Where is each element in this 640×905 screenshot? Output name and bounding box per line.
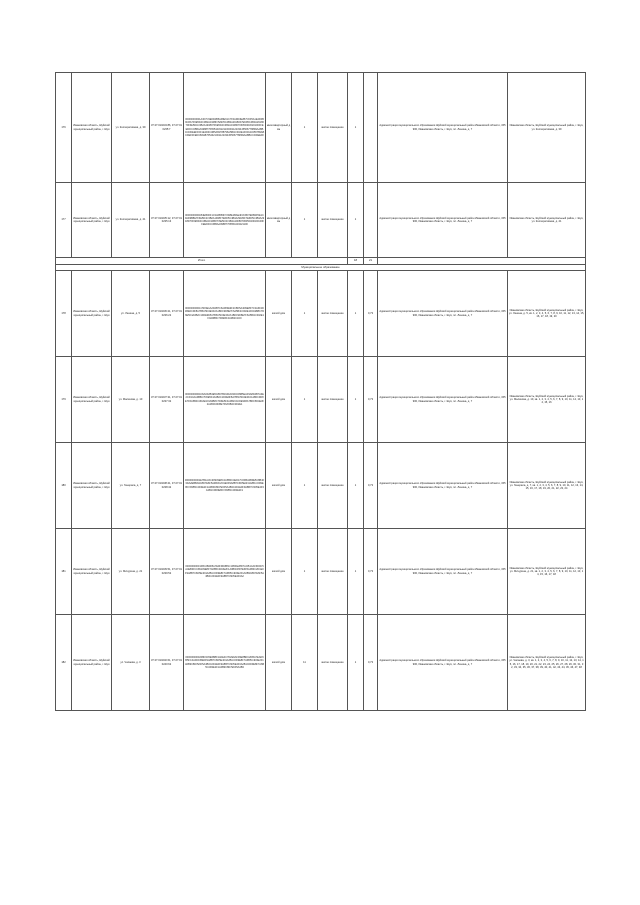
row-location: Ивановская область, Шуйский муниципальный район, г. Шуя, ул. Малахова, д. 10, кв. 1, 2, 3, 4, 5, 6, 7, 8, 9, 10, 11, 12, 13, 14, 15, 16 — [508, 357, 586, 443]
row-number: 181 — [56, 529, 72, 615]
row-location: Ивановская область, Шуйский муниципальный район, г. Шуя, ул. Мичурина, д. 21, кв. 1, 2, 3, 4, 5, 6, 7, 8, 9, 10, 11, 12, 13, 14, 15, 16, 17, 18 — [508, 529, 586, 615]
row-type: жилое помещение — [318, 529, 348, 615]
row-area: 0,73 — [364, 615, 378, 711]
row-street: ул. Чапаева, д. 3 — [112, 615, 150, 711]
row-count: 1 — [292, 529, 318, 615]
total-qty: 18 — [348, 258, 364, 265]
row-location: Ивановская область, Шуйский муниципальный район, г. Шуя, ул. Ленина, д. 5, кв. 1, 2, 3, 4, 5, 6, 7, 8, 9, 10, 11, 12, 13, 14, 15, 16, 17, 18, 19, 20 — [508, 271, 586, 357]
table-row — [56, 183, 586, 258]
row-owner: Администрация муниципального образования Шуйский муниципальный район Ивановской области, 155900, Ивановская область, г. Шуя, пл. Ленина, д. 7 — [378, 529, 508, 615]
row-address: Ивановская область, Шуйский муниципальный район, г. Шуя — [72, 271, 112, 357]
row-location: Ивановская область, Шуйский муниципальный район, г. Шуя, ул. Кооперативная, д. 41 — [508, 183, 586, 258]
table-body-total — [56, 258, 586, 271]
row-owner: Администрация муниципального образования Шуйский муниципальный район Ивановской области, 155900, Ивановская область, г. Шуя, пл. Ленина, д. 7 — [378, 357, 508, 443]
row-hash: 00000000001B4E8D0F1C3A6B59F72D8E1BAE4F3C8D7E6B2F5E1C0AD9B8E7F6E5D4C3B2A1908F7E6D5C4B3A29180F7E6D5C4B3A2918070F6E5D4C3B2A190807F6E5D4C3B2A19080706050403020100FFEEDDCCBBAA99887766554433221100 — [184, 183, 266, 258]
row-type: жилое помещение — [318, 357, 348, 443]
row-number: 180 — [56, 443, 72, 529]
table-row — [56, 615, 586, 711]
row-cadastral: 37:27:010240:61, 37:27:010240:62 — [150, 615, 184, 711]
row-type: жилое помещение — [318, 271, 348, 357]
total-empty — [378, 258, 586, 265]
row-street: ул. Мичурина, д. 21 — [112, 529, 150, 615]
row-address: Ивановская область, Шуйский муниципальный район, г. Шуя — [72, 183, 112, 258]
row-area: 0,73 — [364, 357, 378, 443]
row-hash: 00000000001C5F9E1A2D4B7C6A083E9F2CBF5A4D9E8F7C3A6F2D1BE0C9F8A7B6C5D4E3F2A1B0C9D8E7F6A5B4C3D2E1F0A9B8C7D6E5F4A3B2C1D0E9F8A7B6C5D4E3F2A1B0C9D8E7F6A5B4C3D2E1F0A9B8C7D6E5F4A3B2C1D0 — [184, 271, 266, 357]
row-location: Ивановская область, Шуйский муниципальный район, г. Шуя, ул. Чапаева, д. 3, кв. 1, 2, 3, 4, 5, 6, 7, 8, 9, 10, 11, 12, 13, 14, 15, 16, 17, 18, 19, 20, 21, 22, 23, 24, 25, 26, 27, 28, 29, 30, 31, 32, 33, 34, 35, 36, 37, 38, 39, 40, 41, 42, 43, 44, 45, 46, 47, 48 — [508, 615, 586, 711]
total-label: Итого — [56, 258, 348, 265]
total-area: 21 — [364, 258, 378, 265]
row-purpose: жилой дом — [266, 271, 292, 357]
row-number: 178 — [56, 271, 72, 357]
row-owner: Администрация муниципального образования Шуйский муниципальный район Ивановской области, 155900, Ивановская область, г. Шуя, пл. Ленина, д. 7 — [378, 443, 508, 529]
row-qty: 1 — [348, 357, 364, 443]
row-cadastral: 37:27:010234:86, 37:27:010235:7 — [150, 73, 184, 183]
row-area: 0,73 — [364, 529, 378, 615]
row-count: 1 — [292, 183, 318, 258]
row-owner: Администрация муниципального образования Шуйский муниципальный район Ивановской области, 155900, Ивановская область, г. Шуя, пл. Ленина, д. 7 — [378, 73, 508, 183]
row-owner: Администрация муниципального образования Шуйский муниципальный район Ивановской области, 155900, Ивановская область, г. Шуя, пл. Ленина, д. 7 — [378, 183, 508, 258]
row-count: 1 — [292, 73, 318, 183]
row-purpose: многоквартирный дом — [266, 183, 292, 258]
row-hash: 00000000001E7B1A3C4F6D9E8C2A5B0C4ED17C6FBA0B9E5C8B4F3DA2EBBA9C8D7E6F5A4B3C2D1E0F9A8B7C6D5E4F3A2B1C0D9E8F7A6B5C4D3E2F1A0B9C8D7E6F5A4B3C2D1E0F9A8B7C6D5E4F3A2B1C0D9E8F7A6B5C4D3E2F1 — [184, 443, 266, 529]
row-hash: 00000000001D6A0F2B3E5C8D7B194FA03DC06B5EAF9A8D4B7A3E2CF1DAA9B8C7D6E5F4A3B2C1D0E9F8A7B6C5D4E3F2A1B0C9D8E7F6A5B4C3D2E1F0A9B8C7D6E5F4A3B2C1D0E9F8A7B6C5D4E3F2A1B0C9D8E7F6A5B4C3D2E1 — [184, 357, 266, 443]
row-count: 11 — [292, 615, 318, 711]
row-type: жилое помещение — [318, 443, 348, 529]
row-area: 0,73 — [364, 443, 378, 529]
row-cadastral: 37:27:010235:12, 37:27:010235:13 — [150, 183, 184, 258]
row-owner: Администрация муниципального образования Шуйский муниципальный район Ивановской области, 155900, Ивановская область, г. Шуя, пл. Ленина, д. 7 — [378, 615, 508, 711]
row-count: 1 — [292, 357, 318, 443]
row-hash: 00000000001A3F7C9E0D2B5A48E61C7F0A9D3E2B7C6F5A1E4D0B9C8A7F6E5D4C3B2A1908F7E6D5C4B3A29180F7E6D5C4B3A2918070F6E5D4C3B2A190807F6E5D4C3B2A19080706050403020100FFEEDDCCBBAA9988776655443322110000112233445566778899AABBCCDDEEFF0F1E2D3C4B5A69788796A5B4C3D2E1F00123456789ABCDEF0FEDCBA98765432100112233445566778899AABBCCDDEEFF — [184, 73, 266, 183]
row-qty: 1 — [348, 529, 364, 615]
row-cadastral: 37:27:010237:31, 37:27:010237:32 — [150, 357, 184, 443]
row-cadastral: 37:27:010236:21, 37:27:010236:22 — [150, 271, 184, 357]
row-address: Ивановская область, Шуйский муниципальный район, г. Шуя — [72, 443, 112, 529]
row-purpose: жилой дом — [266, 357, 292, 443]
row-qty: 1 — [348, 443, 364, 529]
row-area — [364, 183, 378, 258]
row-street: ул. Ленина, д. 5 — [112, 271, 150, 357]
section-title: Муниципальное образование — [56, 264, 586, 271]
row-type: жилое помещение — [318, 183, 348, 258]
table-row — [56, 529, 586, 615]
row-qty: 1 — [348, 615, 364, 711]
row-address: Ивановская область, Шуйский муниципальный район, г. Шуя — [72, 73, 112, 183]
row-street: ул. Малахова, д. 10 — [112, 357, 150, 443]
row-purpose: жилой дом — [266, 443, 292, 529]
table-row — [56, 357, 586, 443]
row-location: Ивановская область, Шуйский муниципальный район, г. Шуя, ул. Кооперативная, д. 39 — [508, 73, 586, 183]
row-count: 1 — [292, 443, 318, 529]
row-number: 182 — [56, 615, 72, 711]
row-owner: Администрация муниципального образования Шуйский муниципальный район Ивановской области, 155900, Ивановская область, г. Шуя, пл. Ленина, д. 7 — [378, 271, 508, 357]
row-purpose: жилой дом — [266, 529, 292, 615]
table-body-bottom — [56, 271, 586, 711]
row-purpose: многоквартирный дом — [266, 73, 292, 183]
row-area — [364, 73, 378, 183]
row-address: Ивановская область, Шуйский муниципальный район, г. Шуя — [72, 615, 112, 711]
row-cadastral: 37:27:010239:51, 37:27:010239:52 — [150, 529, 184, 615]
table-body-top — [56, 73, 586, 258]
row-location: Ивановская область, Шуйский муниципальный район, г. Шуя, ул. Генерала, д. 7, кв. 1, 2, 3, 4, 5, 6, 7, 8, 9, 10, 11, 12, 13, 14, 15, 16, 17, 18, 19, 20, 21, 22, 23, 24 — [508, 443, 586, 529]
row-address: Ивановская область, Шуйский муниципальный район, г. Шуя — [72, 529, 112, 615]
total-row — [56, 258, 586, 265]
registry-table — [55, 72, 586, 711]
row-street: ул. Кооперативная, д. 39 — [112, 73, 150, 183]
row-purpose: жилой дом — [266, 615, 292, 711]
row-hash: 00000000001F8C2B4D5A7E0F9D3B6C1D5FE28D7ACB1CAF6D9C5A4EB3FCCBAD9E8F7A6B5C4D3E2F1A0B9C8D7E6F5A4B3C2D1E0F9A8B7C6D5E4F3A2B1C0D9E8F7A6B5C4D3E2F1A0B9C8D7E6F5A4B3C2D1E0F9A8B7C6D5E4F3A2 — [184, 529, 266, 615]
row-number: 177 — [56, 183, 72, 258]
row-type: жилое помещение — [318, 73, 348, 183]
section-row — [56, 264, 586, 271]
row-qty: 1 — [348, 183, 364, 258]
row-hash: 0000000000208D3C5E6B8F1A0E4C7D2E6AF39E8BDC2DBA7EAD6B5FC4ADDCBE0F9A8B7C6D5E4F3A2B1C0D9E8F7A6B5C4D3E2F1A0B9C8D7E6F5A4B3C2D1E0F9A8B7C6D5E4F3A2B1C0D9E8F7A6B5C4D3E2F1A0B9C8D7E6F5A4B3 — [184, 615, 266, 711]
row-qty: 1 — [348, 73, 364, 183]
row-area: 0,73 — [364, 271, 378, 357]
row-count: 1 — [292, 271, 318, 357]
row-number: 176 — [56, 73, 72, 183]
row-qty: 1 — [348, 271, 364, 357]
row-number: 179 — [56, 357, 72, 443]
row-cadastral: 37:27:010238:41, 37:27:010238:42 — [150, 443, 184, 529]
row-street: ул. Кооперативная, д. 41 — [112, 183, 150, 258]
table-row — [56, 443, 586, 529]
row-street: ул. Генерала, д. 7 — [112, 443, 150, 529]
table-row — [56, 271, 586, 357]
table-row — [56, 73, 586, 183]
row-type: жилое помещение — [318, 615, 348, 711]
row-address: Ивановская область, Шуйский муниципальный район, г. Шуя — [72, 357, 112, 443]
